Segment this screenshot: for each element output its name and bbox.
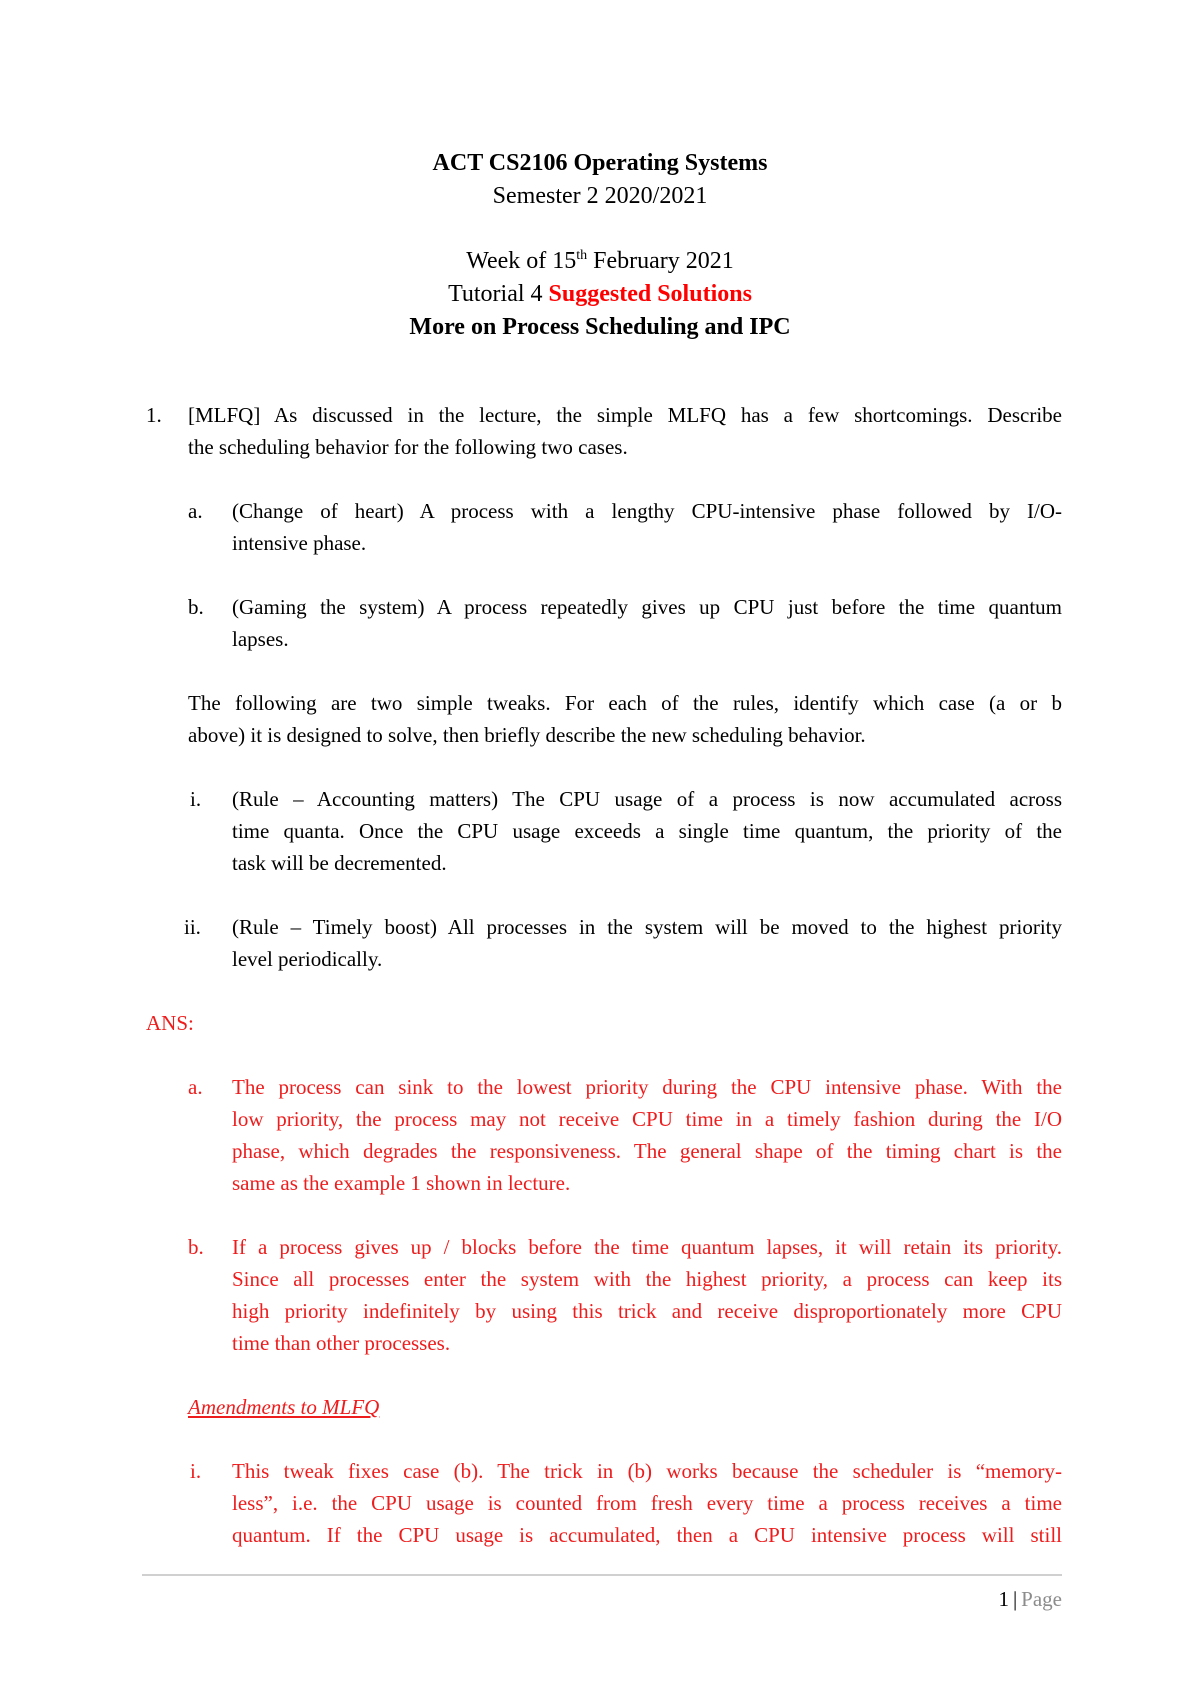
footer-separator: | <box>1012 1587 1018 1611</box>
rule-i-marker: i. <box>190 787 202 811</box>
week-prefix: Week of 15 <box>466 248 577 274</box>
answer-b-line3: high priority indefinitely by using this trick and receive disproportionately more CPU <box>232 1299 1062 1323</box>
case-b-line2: lapses. <box>232 627 289 651</box>
answer-a-line4: same as the example 1 shown in lecture. <box>232 1171 571 1195</box>
amend-i-marker: i. <box>190 1459 202 1483</box>
amend-i-line3: quantum. If the CPU usage is accumulated, then a CPU intensive process will still <box>232 1523 1062 1547</box>
semester: Semester 2 2020/2021 <box>492 183 708 209</box>
page-number: 1 <box>998 1587 1009 1611</box>
rule-ii-line2: level periodically. <box>232 947 383 971</box>
answer-b-line1: If a process gives up / blocks before the time quantum lapses, it will retain its priority. <box>232 1235 1062 1259</box>
rule-ii-marker: ii. <box>184 915 201 939</box>
answer-b-line2: Since all processes enter the system with the highest priority, a process can keep its <box>232 1267 1062 1291</box>
rule-ii-line1: (Rule – Timely boost) All processes in the system will be moved to the highest priority <box>232 915 1062 939</box>
tutorial-line <box>0 278 1200 310</box>
question-text-line2: the scheduling behavior for the following two cases. <box>188 435 628 459</box>
rule-i-line2: time quanta. Once the CPU usage exceeds a single time quantum, the priority of the <box>232 819 1062 843</box>
case-a-line2: intensive phase. <box>232 531 367 555</box>
subtitle: More on Process Scheduling and IPC <box>409 314 791 340</box>
rule-i-line3: task will be decremented. <box>232 851 447 875</box>
tweaks-line1: The following are two simple tweaks. For each of the rules, identify which case (a or b <box>188 691 1062 715</box>
amend-i-line2: less”, i.e. the CPU usage is counted from fresh every time a process receives a time <box>232 1491 1062 1515</box>
answer-a-line3: phase, which degrades the responsiveness. The general shape of the timing chart is the <box>232 1139 1062 1163</box>
case-b-marker: b. <box>188 595 204 619</box>
question-text-line1: [MLFQ] As discussed in the lecture, the simple MLFQ has a few shortcomings. Describe <box>188 403 1062 427</box>
tutorial-highlight: Suggested Solutions <box>548 281 752 307</box>
answer-a-line1: The process can sink to the lowest priority during the CPU intensive phase. With the <box>232 1075 1062 1099</box>
course-title: ACT CS2106 Operating Systems <box>432 150 768 176</box>
case-a-marker: a. <box>188 499 203 523</box>
week-superscript: th <box>576 248 588 263</box>
page-footer <box>998 1584 1062 1614</box>
rule-i-line1: (Rule – Accounting matters) The CPU usage of a process is now accumulated across <box>232 787 1062 811</box>
tweaks-line2: above) it is designed to solve, then briefly describe the new scheduling behavior. <box>188 723 866 747</box>
answer-b-marker: b. <box>188 1235 204 1259</box>
answer-b-line4: time than other processes. <box>232 1331 451 1355</box>
week-line <box>0 245 1200 277</box>
amendments-heading: Amendments to MLFQ <box>188 1395 380 1419</box>
answer-a-line2: low priority, the process may not receive CPU time in a timely fashion during the I/O <box>232 1107 1062 1131</box>
amend-i-line1: This tweak fixes case (b). The trick in (b) works because the scheduler is “memory- <box>232 1459 1062 1483</box>
page-label: Page <box>1021 1587 1062 1611</box>
question-number: 1. <box>146 403 162 427</box>
case-b-line1: (Gaming the system) A process repeatedly gives up CPU just before the time quantum <box>232 595 1062 619</box>
tutorial-prefix: Tutorial 4 <box>448 281 549 307</box>
week-suffix: February 2021 <box>587 248 734 274</box>
answer-label: ANS: <box>146 1011 194 1035</box>
footer-divider <box>142 1574 1062 1576</box>
case-a-line1: (Change of heart) A process with a lengthy CPU-intensive phase followed by I/O- <box>232 499 1062 523</box>
answer-a-marker: a. <box>188 1075 203 1099</box>
